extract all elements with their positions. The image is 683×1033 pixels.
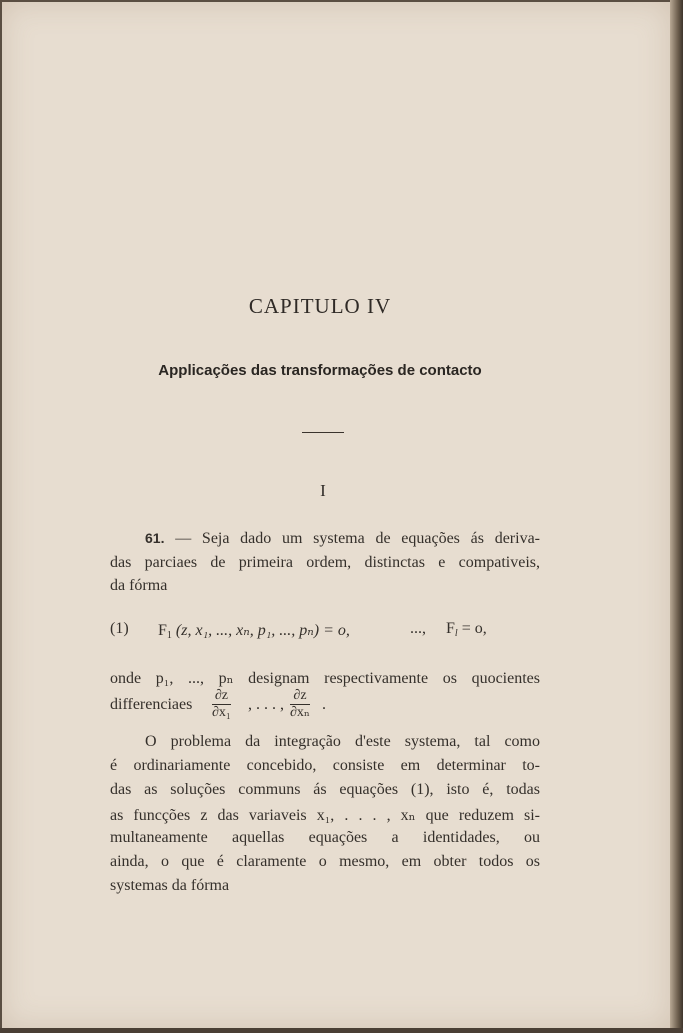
page-edge-bottom <box>0 1028 683 1033</box>
differenciaes-label: differenciaes <box>110 696 193 713</box>
equation-tail: ..., $F_l = o$, <box>410 620 487 639</box>
paragraph-line: é ordinariamente concebido, consiste em determinar to- <box>110 757 540 774</box>
fraction-dz-dx1: $\frac{\partial z}{\text{∂x₁}}$ <box>212 688 231 720</box>
paragraph-line: systemas da fórma <box>110 877 230 894</box>
paragraph-line: das as soluções communs ás equações (1), isto é, todas <box>110 781 540 798</box>
paragraph-line: onde p₁, ..., pₙ designam respectivamente os quocientes <box>110 670 540 687</box>
fraction-separator: , . . . , <box>248 696 284 713</box>
section-number: I <box>320 481 326 500</box>
equation-number: (1) <box>110 620 129 637</box>
paragraph-line: 61. — Seja dado um systema de equações ás deriva- <box>145 530 540 547</box>
paragraph-line: multaneamente aquellas equações a identidades, ou <box>110 829 540 846</box>
book-page <box>2 2 670 1028</box>
paragraph-number: 61. <box>145 530 165 546</box>
paragraph-line: da fórma <box>110 577 168 594</box>
paragraph-line: ainda, o que é claramente o mesmo, em obter todos os <box>110 853 540 870</box>
fraction-end: . <box>322 696 326 713</box>
paragraph-line: das parciaes de primeira ordem, distinctas e compativeis, <box>110 554 540 571</box>
chapter-subtitle: Applicações das transformações de contacto <box>158 362 482 379</box>
fraction-dz-dxn: $\frac{\partial z}{\text{∂xₙ}}$ <box>290 688 310 720</box>
paragraph-line: as funcções z das variaveis x₁, . . . , xₙ que reduzem si- <box>110 807 540 824</box>
equation-lhs: $F_1$ (z, x₁, ..., xₙ, p₁, ..., pₙ) = o, <box>158 622 350 641</box>
page-edge-right <box>670 0 683 1033</box>
paragraph-line: O problema da integração d'este systema, tal como <box>145 733 540 750</box>
chapter-heading: CAPITULO IV <box>248 294 392 318</box>
section-rule <box>302 432 344 433</box>
